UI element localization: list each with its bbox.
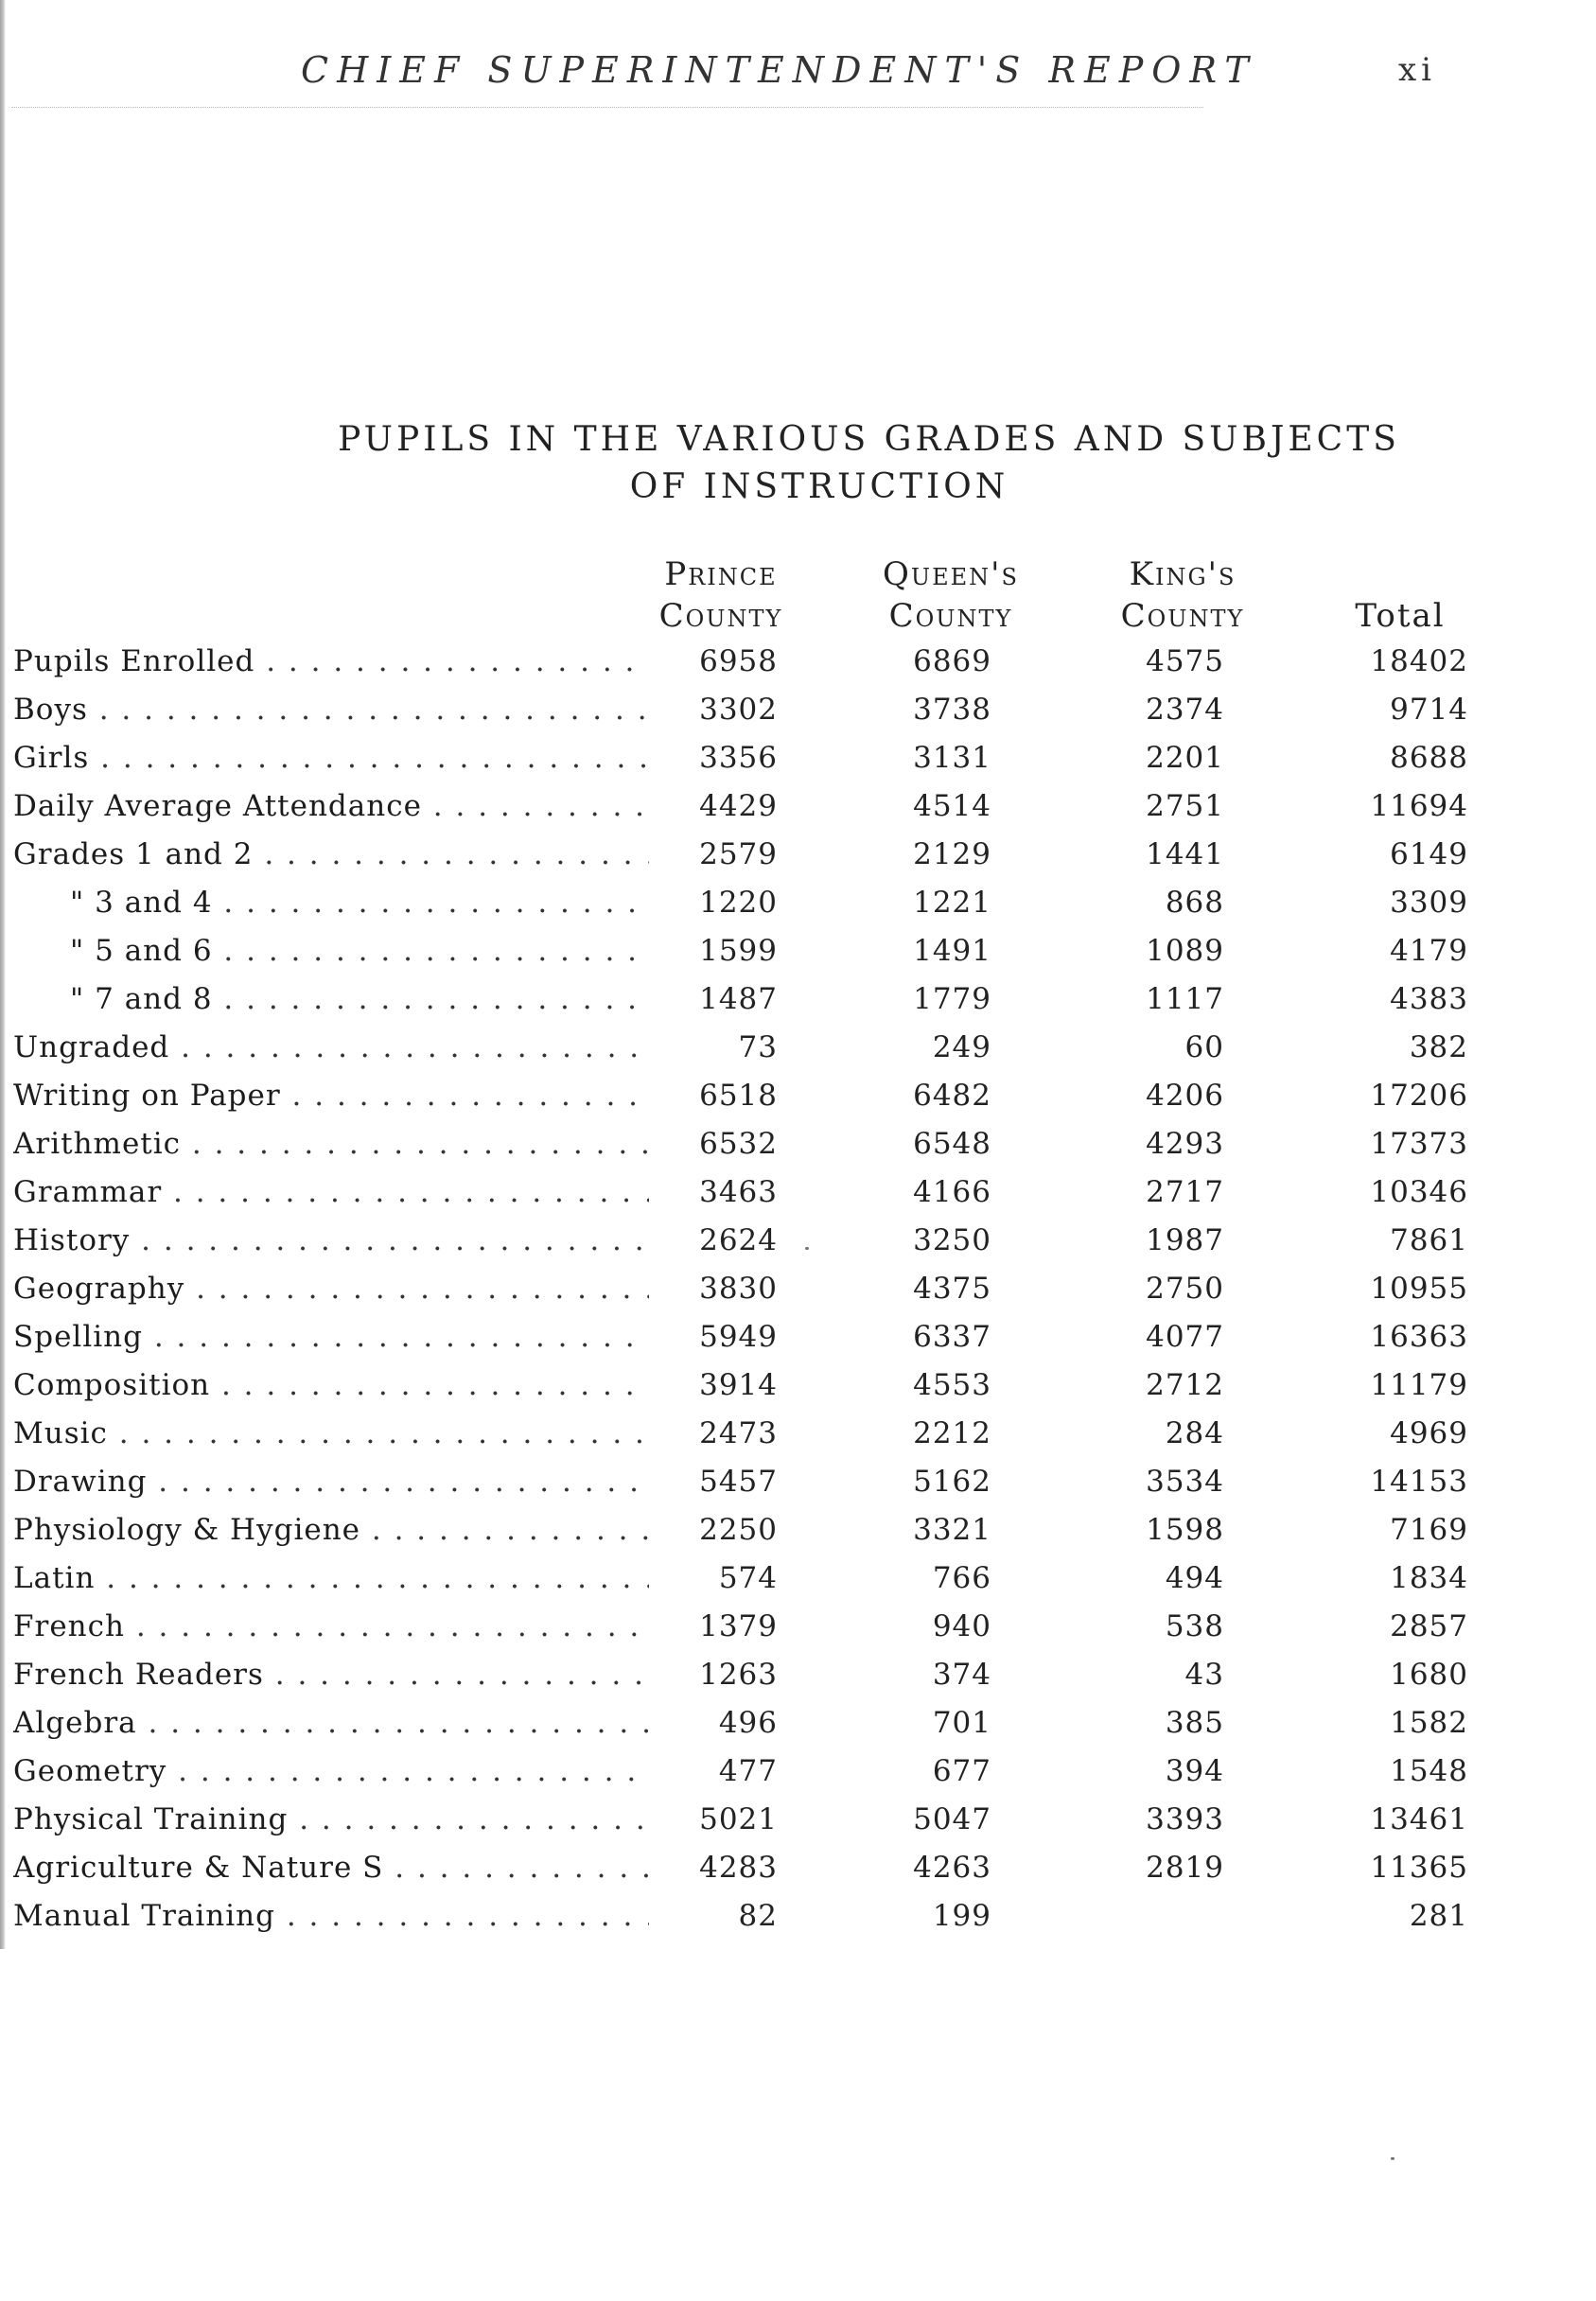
cell-queens-county: 2129 [913, 837, 991, 871]
row-label-text: Daily Average Attendance [13, 789, 422, 823]
cell-queens-county: 701 [932, 1706, 991, 1740]
table-row [13, 687, 1489, 735]
cell-kings-county: 2712 [1146, 1368, 1224, 1402]
cell-total: 1582 [1390, 1706, 1468, 1740]
cell-kings-county: 284 [1165, 1416, 1224, 1450]
cell-prince-county: 1379 [699, 1609, 778, 1643]
cell-prince-county: 3914 [699, 1368, 778, 1402]
cell-total: 1548 [1390, 1754, 1468, 1788]
cell-prince-county: 2624 [699, 1223, 778, 1257]
running-header [0, 49, 1596, 97]
grades-subjects-table [13, 639, 1489, 1941]
row-label-text: " 5 and 6 [70, 934, 213, 968]
cell-total: 8688 [1390, 741, 1468, 775]
cell-kings-county: 4293 [1146, 1127, 1224, 1161]
table-title-line-2: OF INSTRUCTION [629, 467, 1009, 506]
cell-prince-county: 574 [718, 1561, 778, 1595]
row-label [13, 644, 649, 682]
row-label-text: Drawing [13, 1465, 148, 1499]
table-row [13, 1218, 1489, 1266]
row-label [13, 837, 649, 875]
row-label [13, 886, 649, 923]
cell-kings-county: 1987 [1146, 1223, 1224, 1257]
cell-total: 17373 [1370, 1127, 1468, 1161]
cell-queens-county: 4375 [913, 1272, 991, 1306]
print-speck [805, 1247, 809, 1250]
cell-total: 10346 [1370, 1175, 1468, 1209]
table-row [13, 1121, 1489, 1169]
cell-total: 7861 [1390, 1223, 1468, 1257]
cell-kings-county: 4206 [1146, 1079, 1224, 1113]
cell-queens-county: 5162 [913, 1465, 991, 1499]
row-label [13, 1416, 649, 1454]
table-row [13, 976, 1489, 1025]
row-label [13, 741, 649, 779]
cell-kings-county: 2201 [1146, 741, 1224, 775]
column-header-total [1334, 553, 1466, 637]
table-title-line-1: PUPILS IN THE VARIOUS GRADES AND SUBJECTS [338, 420, 1400, 459]
cell-prince-county: 73 [738, 1030, 778, 1064]
cell-total: 7169 [1390, 1513, 1468, 1547]
row-label-text: Geometry [13, 1754, 167, 1788]
table-row [13, 1652, 1489, 1700]
cell-prince-county: 2250 [699, 1513, 778, 1547]
row-label-text: Physical Training [13, 1802, 289, 1836]
cell-queens-county: 4263 [913, 1851, 991, 1885]
cell-total: 11694 [1370, 789, 1468, 823]
cell-kings-county: 60 [1184, 1030, 1224, 1064]
cell-prince-county: 1599 [699, 934, 778, 968]
binding-edge [0, 0, 6, 1949]
row-label-text: Grammar [13, 1175, 163, 1209]
cell-queens-county: 374 [932, 1658, 991, 1692]
cell-queens-county: 2212 [913, 1416, 991, 1450]
cell-queens-county: 6548 [913, 1127, 991, 1161]
cell-kings-county: 3393 [1146, 1802, 1224, 1836]
cell-prince-county: 2579 [699, 837, 778, 871]
table-row [13, 735, 1489, 783]
column-header-prince-county [617, 553, 825, 637]
cell-prince-county: 477 [718, 1754, 778, 1788]
table-row [13, 639, 1489, 687]
cell-total: 2857 [1390, 1609, 1468, 1643]
running-title: CHIEF SUPERINTENDENT'S REPORT [301, 49, 1257, 91]
table-row [13, 1169, 1489, 1218]
cell-kings-county: 2751 [1146, 789, 1224, 823]
column-header-line: Queen's [883, 555, 1019, 593]
cell-kings-county: 4575 [1146, 644, 1224, 678]
cell-kings-county: 385 [1165, 1706, 1224, 1740]
row-label-text: Spelling [13, 1320, 143, 1354]
column-header-line: County [888, 597, 1013, 635]
cell-prince-county: 6518 [699, 1079, 778, 1113]
cell-prince-county: 496 [718, 1706, 778, 1740]
row-label-text: Pupils Enrolled [13, 644, 255, 678]
cell-kings-county: 494 [1165, 1561, 1224, 1595]
cell-queens-county: 4514 [913, 789, 991, 823]
cell-queens-county: 6482 [913, 1079, 991, 1113]
cell-total: 3309 [1390, 886, 1468, 920]
table-row [13, 1266, 1489, 1314]
column-header-spacer [1334, 553, 1466, 595]
row-label [13, 789, 649, 827]
row-label [13, 1127, 649, 1165]
column-header-line: King's [1129, 555, 1236, 593]
cell-total: 382 [1409, 1030, 1468, 1064]
row-label [13, 934, 649, 972]
row-label-text: Algebra [13, 1706, 137, 1740]
table-row [13, 880, 1489, 928]
cell-kings-county: 538 [1165, 1609, 1224, 1643]
cell-queens-county: 766 [932, 1561, 991, 1595]
row-label [13, 1513, 649, 1551]
column-header-queens-county [842, 553, 1060, 637]
table-row [13, 1893, 1489, 1941]
cell-queens-county: 940 [932, 1609, 991, 1643]
cell-queens-county: 249 [932, 1030, 991, 1064]
cell-total: 17206 [1370, 1079, 1468, 1113]
cell-kings-county: 868 [1165, 886, 1224, 920]
table-row [13, 783, 1489, 832]
cell-total: 4969 [1390, 1416, 1468, 1450]
row-label [13, 1561, 649, 1599]
cell-prince-county: 6532 [699, 1127, 778, 1161]
cell-total: 18402 [1370, 644, 1468, 678]
print-speck [1391, 2157, 1394, 2160]
cell-queens-county: 6869 [913, 644, 991, 678]
table-row [13, 832, 1489, 880]
cell-kings-county: 1441 [1146, 837, 1224, 871]
row-label-text: Composition [13, 1368, 211, 1402]
row-label [13, 1272, 649, 1309]
table-row [13, 1700, 1489, 1748]
cell-prince-county: 1220 [699, 886, 778, 920]
cell-total: 14153 [1370, 1465, 1468, 1499]
cell-kings-county: 394 [1165, 1754, 1224, 1788]
cell-prince-county: 3830 [699, 1272, 778, 1306]
row-label-text: Writing on Paper [13, 1079, 281, 1113]
row-label-text: History [13, 1223, 131, 1257]
cell-total: 11365 [1370, 1851, 1468, 1885]
row-label-text: Agriculture & Nature S [13, 1851, 384, 1885]
row-label-text: " 7 and 8 [70, 982, 213, 1016]
column-header-line: Total [1355, 597, 1446, 635]
cell-prince-county: 5021 [699, 1802, 778, 1836]
row-label [13, 1320, 649, 1358]
cell-total: 9714 [1390, 693, 1468, 727]
row-label [13, 693, 649, 730]
row-label [13, 1368, 649, 1406]
row-label [13, 1175, 649, 1213]
cell-prince-county: 3356 [699, 741, 778, 775]
cell-queens-county: 3321 [913, 1513, 991, 1547]
row-label-text: Grades 1 and 2 [13, 837, 254, 871]
cell-kings-county: 2717 [1146, 1175, 1224, 1209]
cell-prince-county: 5457 [699, 1465, 778, 1499]
cell-total: 10955 [1370, 1272, 1468, 1306]
cell-queens-county: 4166 [913, 1175, 991, 1209]
row-label [13, 1030, 649, 1068]
cell-prince-county: 82 [738, 1899, 778, 1933]
table-row [13, 1314, 1489, 1362]
row-label [13, 1899, 649, 1937]
row-label [13, 1851, 649, 1888]
table-row [13, 1411, 1489, 1459]
table-row [13, 1555, 1489, 1604]
table-title [0, 416, 1596, 511]
cell-total: 4179 [1390, 934, 1468, 968]
cell-total: 16363 [1370, 1320, 1468, 1354]
column-header-line: Prince [664, 555, 778, 593]
row-label-text: Ungraded [13, 1030, 170, 1064]
table-row [13, 928, 1489, 976]
row-label-text: Arithmetic [13, 1127, 182, 1161]
cell-queens-county: 3131 [913, 741, 991, 775]
cell-kings-county: 43 [1184, 1658, 1224, 1692]
cell-prince-county: 5949 [699, 1320, 778, 1354]
cell-prince-county: 2473 [699, 1416, 778, 1450]
cell-total: 13461 [1370, 1802, 1468, 1836]
cell-total: 4383 [1390, 982, 1468, 1016]
cell-kings-county: 2750 [1146, 1272, 1224, 1306]
column-header-line: County [658, 597, 783, 635]
cell-total: 281 [1409, 1899, 1468, 1933]
cell-queens-county: 4553 [913, 1368, 991, 1402]
row-label-text: Girls [13, 741, 90, 775]
table-row [13, 1604, 1489, 1652]
cell-prince-county: 6958 [699, 644, 778, 678]
row-label [13, 1802, 649, 1840]
row-label-text: Boys [13, 693, 88, 727]
cell-prince-county: 4429 [699, 789, 778, 823]
cell-kings-county: 2374 [1146, 693, 1224, 727]
cell-prince-county: 3302 [699, 693, 778, 727]
cell-kings-county [1101, 1899, 1224, 1937]
cell-total: 11179 [1370, 1368, 1468, 1402]
cell-total: 1834 [1390, 1561, 1468, 1595]
cell-prince-county: 1487 [699, 982, 778, 1016]
cell-queens-county: 5047 [913, 1802, 991, 1836]
table-row [13, 1797, 1489, 1845]
cell-queens-county: 677 [932, 1754, 991, 1788]
table-row [13, 1073, 1489, 1121]
row-label [13, 1223, 649, 1261]
cell-queens-county: 1491 [913, 934, 991, 968]
row-label [13, 1658, 649, 1695]
header-rule [11, 107, 1203, 109]
row-label [13, 1706, 649, 1744]
row-label-text: " 3 and 4 [70, 886, 213, 920]
row-label [13, 1754, 649, 1792]
cell-kings-county: 3534 [1146, 1465, 1224, 1499]
cell-queens-county: 3738 [913, 693, 991, 727]
table-row [13, 1507, 1489, 1555]
cell-queens-county: 6337 [913, 1320, 991, 1354]
cell-total: 1680 [1390, 1658, 1468, 1692]
page-number: xi [1398, 51, 1437, 89]
table-row [13, 1459, 1489, 1507]
row-label [13, 1609, 649, 1647]
cell-kings-county: 1598 [1146, 1513, 1224, 1547]
cell-kings-county: 1117 [1146, 982, 1224, 1016]
row-label-text: Geography [13, 1272, 185, 1306]
table-row [13, 1025, 1489, 1073]
row-label-text: Physiology & Hygiene [13, 1513, 361, 1547]
cell-queens-county: 1221 [913, 886, 991, 920]
table-row [13, 1845, 1489, 1893]
cell-prince-county: 4283 [699, 1851, 778, 1885]
column-header-line: County [1120, 597, 1245, 635]
row-label-text: French Readers [13, 1658, 264, 1692]
cell-prince-county: 1263 [699, 1658, 778, 1692]
table-row [13, 1748, 1489, 1797]
cell-kings-county: 1089 [1146, 934, 1224, 968]
row-label-text: French [13, 1609, 125, 1643]
cell-queens-county: 3250 [913, 1223, 991, 1257]
cell-kings-county: 2819 [1146, 1851, 1224, 1885]
row-label [13, 1079, 649, 1116]
cell-total: 6149 [1390, 837, 1468, 871]
column-header-kings-county [1074, 553, 1291, 637]
cell-queens-county: 199 [932, 1899, 991, 1933]
row-label [13, 1465, 649, 1502]
row-label-text: Manual Training [13, 1899, 275, 1933]
row-label-text: Latin [13, 1561, 96, 1595]
row-label [13, 982, 649, 1020]
cell-queens-county: 1779 [913, 982, 991, 1016]
row-label-text: Music [13, 1416, 108, 1450]
cell-prince-county: 3463 [699, 1175, 778, 1209]
table-row [13, 1362, 1489, 1411]
cell-kings-county: 4077 [1146, 1320, 1224, 1354]
